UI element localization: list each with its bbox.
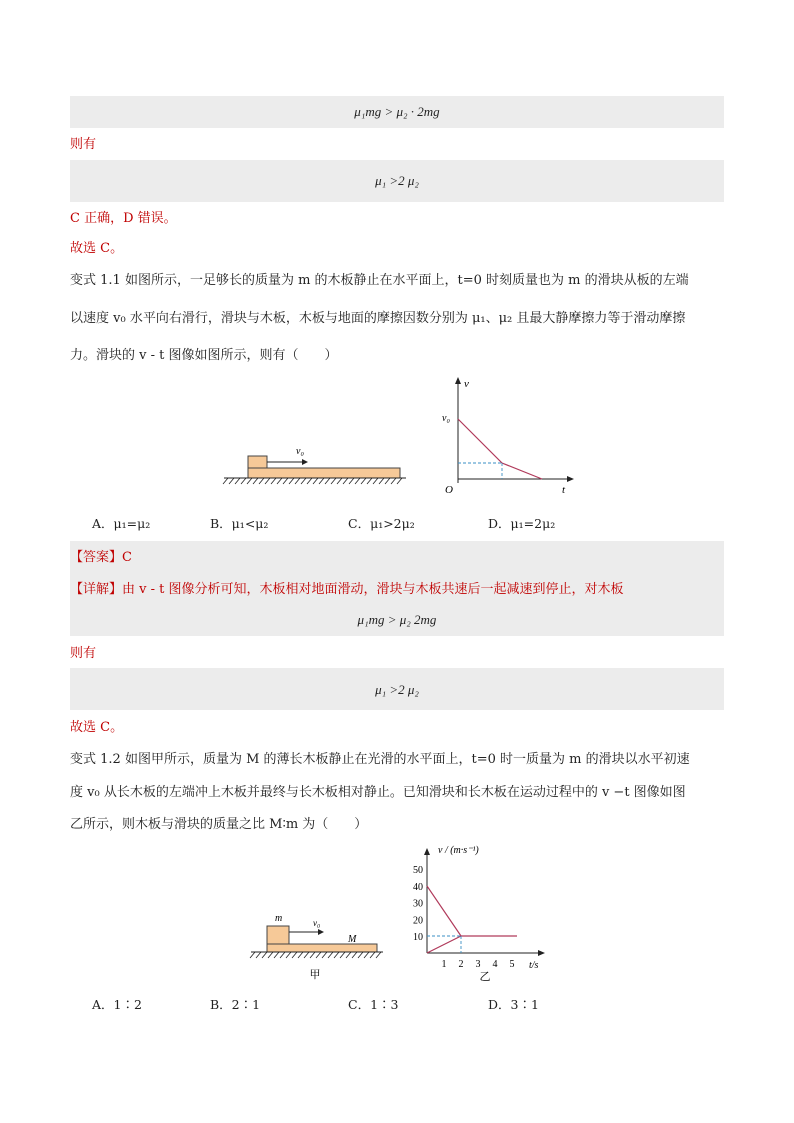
hatch-mark	[223, 478, 228, 484]
x-tick-label: 2	[458, 959, 464, 970]
option-a-12[interactable]: A．1∶2	[92, 997, 142, 1012]
hatch-mark	[262, 952, 267, 958]
answer-tag: 【答案】	[70, 550, 123, 565]
origin-label: O	[445, 484, 453, 496]
hatch-mark	[298, 952, 303, 958]
detail-tag: 【详解】	[70, 582, 123, 597]
option-c-12[interactable]: C．1∶3	[348, 997, 399, 1012]
hatch-mark	[391, 478, 396, 484]
hatch-mark	[337, 478, 342, 484]
hatch-mark	[385, 478, 390, 484]
hatch-mark	[310, 952, 315, 958]
v0-label: v₀	[296, 446, 304, 457]
hatch-mark	[325, 478, 330, 484]
ground-hatch	[223, 478, 402, 484]
answer-line	[70, 549, 132, 567]
t-axis-arrow	[567, 476, 574, 482]
hatch-mark	[229, 478, 234, 484]
vt-line	[458, 419, 542, 479]
y-tick-label: 10	[413, 932, 423, 944]
hatch-mark	[271, 478, 276, 484]
axis-v-label: v	[464, 378, 469, 390]
axis-t-label: t	[562, 484, 566, 496]
velocity-arrowhead	[302, 459, 308, 465]
hatch-mark	[370, 952, 375, 958]
option-d-12[interactable]: D．3∶1	[488, 997, 539, 1012]
hatch-mark	[319, 478, 324, 484]
hatch-mark	[304, 952, 309, 958]
caption-left: 甲	[309, 969, 321, 981]
hatch-mark	[361, 478, 366, 484]
caption-right: 乙	[479, 971, 491, 983]
hatch-mark	[301, 478, 306, 484]
y-tick-label: 30	[413, 898, 423, 910]
conclusion-text: C 正确，D 错误。	[70, 211, 177, 226]
variant12-line2: 度 v₀ 从长木板的左端冲上木板并最终与长木板相对静止。已知滑块和长木板在运动过程中的 v −t 图像如图	[70, 785, 686, 800]
hatch-mark	[256, 952, 261, 958]
hatch-mark	[259, 478, 264, 484]
option-a-11[interactable]: A．μ₁=μ₂	[92, 516, 151, 531]
hatch-mark	[295, 478, 300, 484]
hatch-mark	[397, 478, 402, 484]
hatch-mark	[274, 952, 279, 958]
hatch-mark	[328, 952, 333, 958]
hatch-mark	[280, 952, 285, 958]
hatch-mark	[367, 478, 372, 484]
hatch-mark	[292, 952, 297, 958]
then-text-1: 则有	[70, 137, 97, 152]
hatch-mark	[322, 952, 327, 958]
graph-v0-label: v₀	[442, 413, 450, 424]
y-tick-label: 20	[413, 915, 423, 927]
block-vt-line	[427, 886, 517, 936]
ground-hatch-12	[250, 952, 381, 958]
hatch-mark	[241, 478, 246, 484]
hatch-mark	[334, 952, 339, 958]
hatch-mark	[283, 478, 288, 484]
hatch-mark	[286, 952, 291, 958]
hatch-mark	[277, 478, 282, 484]
option-b-11[interactable]: B．μ₁<μ₂	[210, 516, 269, 531]
x-tick-label: 4	[492, 959, 498, 970]
hatch-mark	[331, 478, 336, 484]
hatch-mark	[355, 478, 360, 484]
figure11-vt-graph	[440, 375, 580, 497]
hatch-mark	[358, 952, 363, 958]
y-axis-label: v / (m·s⁻¹)	[438, 845, 479, 856]
option-d-11[interactable]: D．μ₁=2μ₂	[488, 516, 556, 531]
board-rect	[248, 468, 400, 478]
variant11-line1: 变式 1.1 如图所示，一足够长的质量为 m 的木板静止在水平面上，t=0 时刻质量也为 m 的滑块从板的左端	[70, 273, 689, 288]
answer-value: C	[122, 550, 132, 565]
variant11-line2: 以速度 v₀ 水平向右滑行，滑块与木板，木板与地面的摩擦因数分别为 μ₁、μ₂ 且最大静摩擦力等于滑动摩擦	[70, 311, 686, 326]
variant11-line3: 力。滑块的 v - t 图像如图所示，则有（ ）	[70, 348, 338, 363]
v-axis-arrow	[455, 377, 461, 384]
variant12-line3: 乙所示，则木板与滑块的质量之比 M∶m 为（ ）	[70, 817, 368, 832]
x-ticks	[442, 959, 515, 970]
t-axis-arrow-12	[538, 950, 545, 956]
hatch-mark	[346, 952, 351, 958]
hatch-mark	[352, 952, 357, 958]
hatch-mark	[373, 478, 378, 484]
hatch-mark	[235, 478, 240, 484]
figure12-board-diagram	[245, 906, 385, 986]
hatch-mark	[247, 478, 252, 484]
detail-line	[70, 581, 624, 599]
v-axis-arrow-12	[424, 848, 430, 855]
y-tick-label: 50	[413, 865, 423, 876]
formula-1: μ₁mg > μ₂ · 2mg	[354, 104, 440, 119]
figure12-vt-graph	[405, 840, 555, 985]
velocity-arrowhead-12	[318, 929, 324, 935]
x-tick-label: 5	[509, 959, 515, 970]
variant12-line1: 变式 1.2 如图甲所示，质量为 M 的薄长木板静止在光滑的水平面上，t=0 时一质量为 m 的滑块以水平初速	[70, 752, 690, 767]
board-vt-line	[427, 936, 461, 953]
board-M-rect	[267, 944, 377, 952]
choose-text-2: 故选 C。	[70, 720, 124, 735]
choose-text-1: 故选 C。	[70, 241, 124, 256]
block-m-rect	[267, 926, 289, 944]
option-b-12[interactable]: B．2∶1	[210, 997, 261, 1012]
hatch-mark	[253, 478, 258, 484]
x-tick-label: 1	[441, 959, 447, 970]
hatch-mark	[349, 478, 354, 484]
hatch-mark	[289, 478, 294, 484]
formula-2: μ₁ >2 μ₂	[375, 173, 419, 188]
answer-formula-2: μ₁ >2 μ₂	[375, 682, 419, 697]
hatch-mark	[343, 478, 348, 484]
y-tick-label: 40	[413, 881, 423, 893]
hatch-mark	[364, 952, 369, 958]
hatch-mark	[316, 952, 321, 958]
hatch-mark	[268, 952, 273, 958]
hatch-mark	[265, 478, 270, 484]
figure11-board-diagram	[220, 440, 410, 486]
label-v0: v₀	[313, 918, 321, 928]
x-axis-label: t/s	[529, 960, 539, 971]
y-ticks	[413, 865, 423, 943]
option-c-11[interactable]: C．μ₁>2μ₂	[348, 516, 415, 531]
answer-formula: μ₁mg > μ₂ 2mg	[357, 612, 437, 627]
block-rect	[248, 456, 267, 468]
label-M: M	[348, 934, 357, 945]
x-tick-label: 3	[475, 959, 481, 970]
then-text-2: 则有	[70, 646, 97, 661]
hatch-mark	[250, 952, 255, 958]
hatch-mark	[340, 952, 345, 958]
hatch-mark	[307, 478, 312, 484]
hatch-mark	[379, 478, 384, 484]
hatch-mark	[376, 952, 381, 958]
hatch-mark	[313, 478, 318, 484]
label-m: m	[275, 913, 283, 924]
detail-text: 由 v - t 图像分析可知，木板相对地面滑动，滑块与木板共速后一起减速到停止，对木板	[122, 582, 624, 597]
